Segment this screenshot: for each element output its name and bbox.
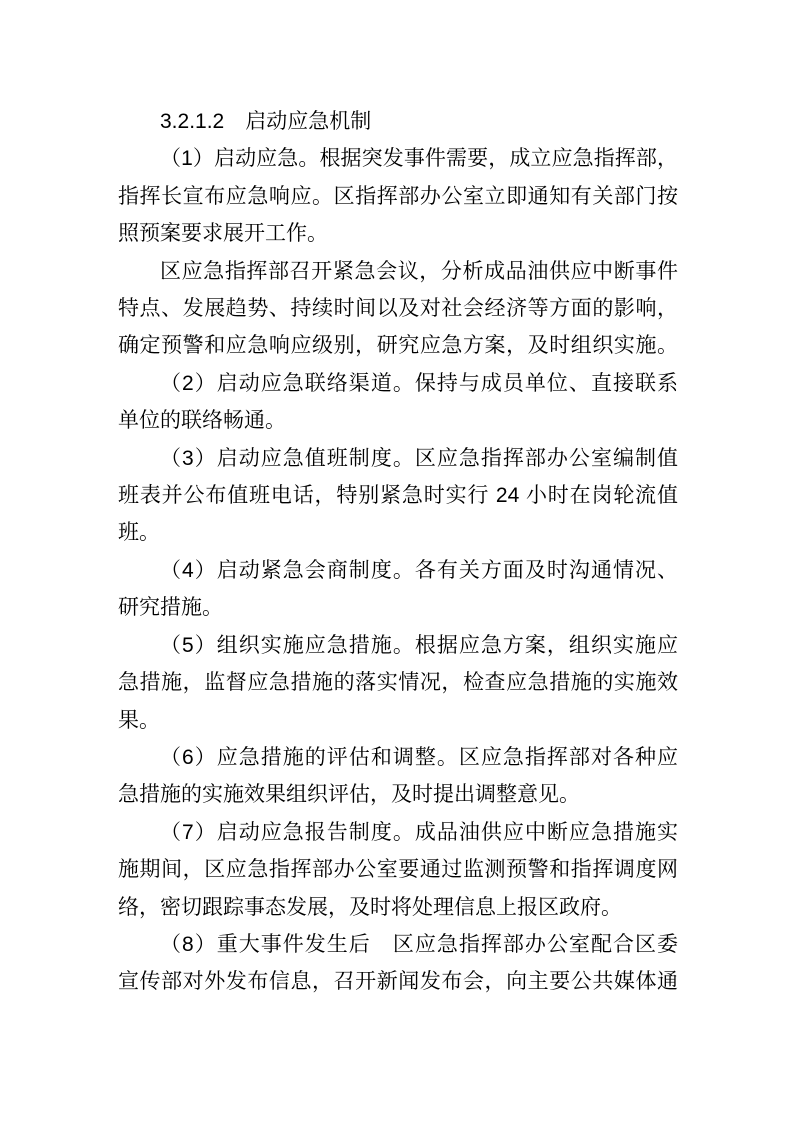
paragraph [118, 814, 678, 926]
text-line: 宣传部对外发布信息，召开新闻发布会，向主要公共媒体通 [118, 970, 678, 994]
text-line: （3）启动应急值班制度。区应急指挥部办公室编制值 [160, 446, 678, 470]
text-line: 确定预警和应急响应级别，研究应急方案，及时组织实施。 [118, 334, 678, 358]
text-line: （1）启动应急。根据突发事件需要，成立应急指挥部， [160, 147, 678, 171]
text-line: 特点、发展趋势、持续时间以及对社会经济等方面的影响， [118, 297, 678, 321]
paragraph [118, 739, 678, 814]
paragraph [118, 552, 678, 627]
paragraph [118, 140, 678, 252]
text-line: 急措施的实施效果组织评估，及时提出调整意见。 [118, 783, 580, 807]
paragraph [118, 926, 678, 1001]
paragraph [118, 365, 678, 440]
text-line: 班。 [118, 521, 160, 545]
text-line: 班表并公布值班电话，特别紧急时实行 24 小时在岗轮流值 [118, 484, 678, 508]
section-heading: 3.2.1.2 启动应急机制 [160, 110, 372, 133]
text-line: 单位的联络畅通。 [118, 409, 286, 433]
text-line: 急措施，监督应急措施的落实情况，检查应急措施的实施效 [118, 671, 678, 695]
text-line: （4）启动紧急会商制度。各有关方面及时沟通情况、 [160, 558, 678, 582]
text-line: 施期间，区应急指挥部办公室要通过监测预警和指挥调度网 [118, 858, 678, 882]
paragraph [118, 627, 678, 739]
text-line: （2）启动应急联络渠道。保持与成员单位、直接联系 [160, 371, 678, 395]
paragraph [118, 253, 678, 365]
text-line: （6）应急措施的评估和调整。区应急指挥部对各种应 [160, 745, 678, 769]
paragraph-container [118, 140, 678, 1000]
text-line: 络，密切跟踪事态发展，及时将处理信息上报区政府。 [118, 895, 622, 919]
document-text-block [118, 103, 678, 1001]
text-line: （8）重大事件发生后 区应急指挥部办公室配合区委 [160, 932, 678, 956]
paragraph [118, 440, 678, 552]
text-line: （7）启动应急报告制度。成品油供应中断应急措施实 [160, 820, 678, 844]
text-line: 区应急指挥部召开紧急会议，分析成品油供应中断事件 [160, 259, 678, 283]
text-line: 照预案要求展开工作。 [118, 222, 328, 246]
text-line: 指挥长宣布应急响应。区指挥部办公室立即通知有关部门按 [118, 184, 678, 208]
text-line: （5）组织实施应急措施。根据应急方案，组织实施应 [160, 633, 678, 657]
text-line: 果。 [118, 708, 160, 732]
text-line: 研究措施。 [118, 596, 223, 620]
